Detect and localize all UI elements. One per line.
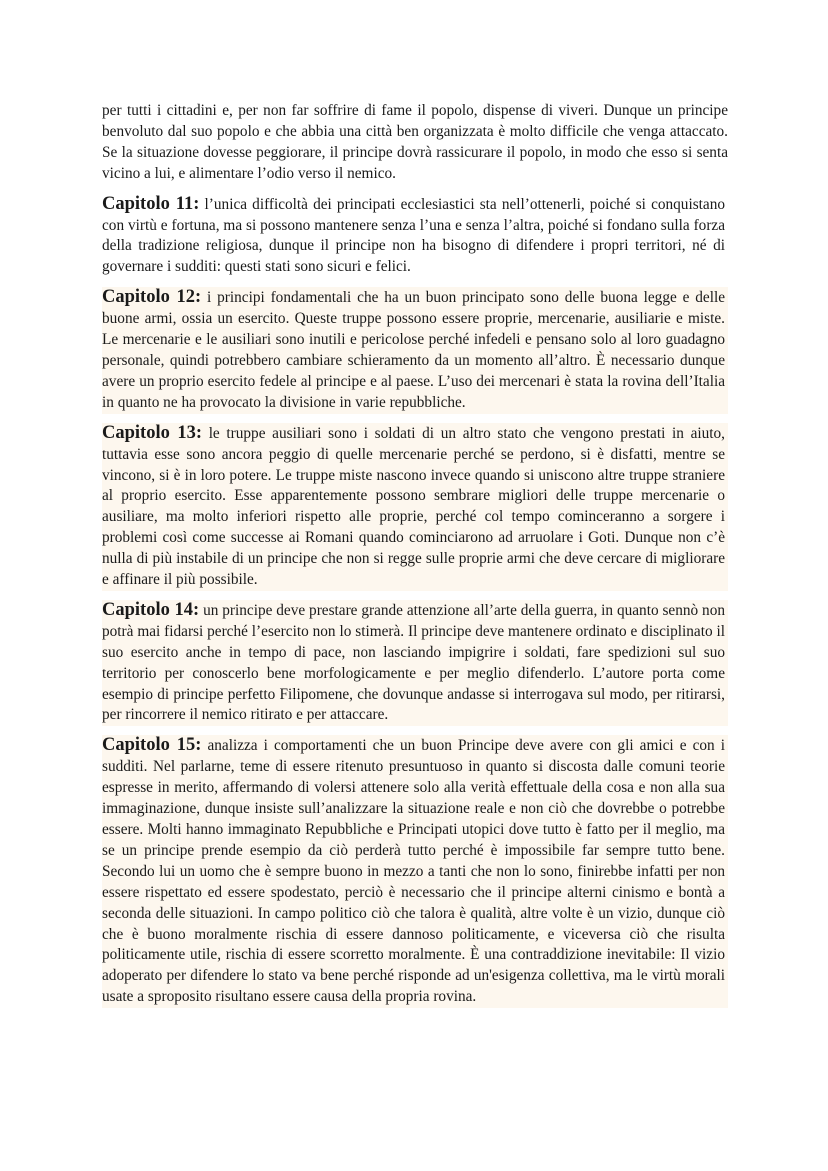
chapter-12-title: Capitolo 12: (102, 287, 202, 308)
chapter-11-text: l’unica difficoltà dei principati ecclesiastici sta nell’ottenerli, poiché si conquistano con virtù e fortuna, ma si possono mantenere senza l’una e senza l’altra, poiché si fondano sulla forza della tradizione religiosa, dunque il principe non ha bisogno di difendere i propri territori, né di governare i sudditi: questi stati sono sicuri e felici. (102, 195, 725, 276)
chapter-11-paragraph (102, 194, 728, 279)
chapter-12-text: i principi fondamentali che ha un buon principato sono delle buona legge e delle buone armi, ossia un esercito. Queste truppe possono essere proprie, mercenarie, ausiliarie e miste. Le mercenarie e le ausiliari sono inutili e pericolose perché infedeli e pensano solo al loro guadagno personale, quindi potrebbero cambiare schieramento da un momento all’altro. È necessario dunque avere un proprio esercito fedele al principe e al paese. L’uso dei mercenari è stata la rovina dell’Italia in quanto ne ha provocato la divisione in varie repubbliche. (102, 289, 726, 411)
chapter-15-text: analizza i comportamenti che un buon Principe deve avere con gli amici e con i sudditi. Nel parlarne, teme di essere ritenuto presuntuoso in quanto si discosta dalle comuni teorie espresse in merito, affermando di volersi attenere solo alla verità effettuale della cosa e non alla sua immaginazione, dunque insiste sull’analizzare la situazione reale e non ciò che dovrebbe o potrebbe essere. Molti hanno immaginato Repubbliche e Principati utopici dove tutto è fatto per il meglio, ma se un principe prende esempio da ciò perderà tutto perché è impossibile far sempre tutto bene. Secondo lui un uomo che è sempre buono in mezzo a tanti che non lo sono, finirebbe infatti per non essere rispettato ed essere spodestato, perciò è necessario che il principe alterni cinismo e bontà a seconda delle situazioni. In campo politico ciò che talora è qualità, altre volte è un vizio, dunque ciò che è buono moralmente rischia di essere dannoso politicamente, e viceversa ciò che risulta politicamente utile, rischia di essere scorretto moralmente. È una contraddizione inevitabile: Il vizio adoperato per difendere lo stato va bene perché risponde ad un'esigenza collettiva, ma le virtù morali usate a sproposito risultano essere causa della propria rovina. (102, 737, 726, 1006)
chapter-11-title: Capitolo 11: (102, 193, 200, 214)
chapter-14-text: un principe deve prestare grande attenzione all’arte della guerra, in quanto sennò non potrà mai fidarsi perché l’esercito non lo stimerà. Il principe deve mantenere ordinato e disciplinato il suo esercito anche in tempo di pace, non lasciando impigrire i soldati, fare spedizioni sul suo territorio per conoscerlo bene morfologicamente e per meglio difenderlo. L’autore porta come esempio di principe perfetto Filipomene, che dovunque andasse si interrogava sul modo, per ritirarsi, per rincorrere il nemico ritirato e per attaccare. (102, 601, 726, 724)
chapter-15-paragraph (102, 735, 728, 1008)
chapter-12-paragraph (102, 287, 728, 413)
document-page (102, 101, 728, 1017)
chapter-13-text: le truppe ausiliari sono i soldati di un altro stato che vengono prestati in aiuto, tuttavia esse sono ancora peggio di quelle mercenarie perché se perdono, si è disfatti, mentre se vincono, si è in loro potere. Le truppe miste nascono invece quando si uniscono altre truppe straniere al proprio esercito. Esse apparentemente possono sembrare migliori delle truppe mercenarie o ausiliare, ma molto inferiori rispetto alle proprie, perché col tempo cominceranno a sorgere i problemi così come successe ai Romani quando cominciarono ad arruolare i Goti. Dunque non c’è nulla di più instabile di un principe che non si regge sulle proprie armi che deve cercare di migliorare e affinare il più possibile. (102, 424, 726, 589)
chapter-14-paragraph (102, 600, 728, 726)
chapter-14-title: Capitolo 14: (102, 599, 200, 620)
chapter-15-title: Capitolo 15: (102, 735, 202, 756)
intro-paragraph: per tutti i cittadini e, per non far soffrire di fame il popolo, dispense di viveri. Dunque un principe benvoluto dal suo popolo e che abbia una città ben organizzata è molto difficile che venga attaccato. Se la situazione dovesse peggiorare, il principe dovrà rassicurare il popolo, in modo che esso si senta vicino a lui, e alimentare l’odio verso il nemico. (102, 102, 728, 182)
chapter-13-paragraph (102, 423, 728, 591)
chapter-13-title: Capitolo 13: (102, 422, 202, 443)
